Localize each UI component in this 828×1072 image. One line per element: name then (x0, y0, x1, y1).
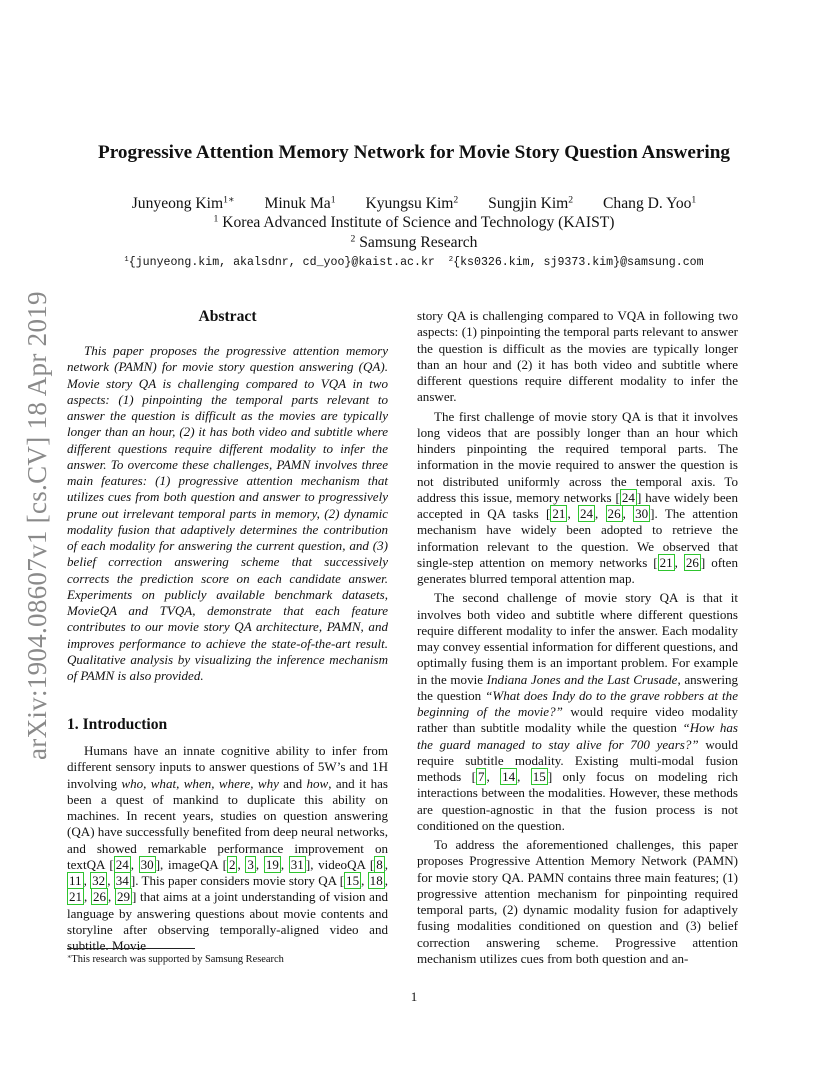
body-paragraph: The second challenge of movie story QA is that it involves both video and subtitle where different questions require different modality to infer the answer. Each modality may convey essential information for different questions, and optimally fusing them is an important problem. For example in the movie Indiana Jones and the Last Crusade, answering the question “What does Indy do to the grave robbers at the beginning of the movie?” would require video modality rather than subtitle modality while the question “How has the guard managed to stay alive for 700 years?” would require subtitle modality. Existing multi-modal fusion methods [ 7 , 14 , 15 ] only focus on modeling rich interactions between the modalities. However, these methods are question-agnostic in that the fusion process is not conditioned on the question. (417, 590, 738, 833)
right-column (417, 308, 738, 970)
intro-paragraph: Humans have an innate cognitive ability to infer from different sensory inputs to answer questions of 5W’s and 1H involving who, what, when, where, why and how, and it has been a quest of mankind to duplicate this ability on machines. In recent years, studies on question answering (QA) have successfully benefited from deep neural networks, and showed remarkable performance improvement on textQA [ 24 , 30 ], imageQA [ 2 , 3 , 19 , 31 ], videoQA [ 8 , 11 , 32 , 34 ]. This paper considers movie story QA [ 15 , 18 , 21 , 26 , 29 ] that aims at a joint understanding of vision and language by answering questions about movie contents and storyline after observing temporally-aligned video and subtitle. Movie (67, 743, 389, 953)
citation-link[interactable]: 2 (228, 856, 236, 872)
citation-link[interactable]: 15 (532, 769, 546, 784)
author-emails: $^1${junyeong.kim, akalsdnr, cd_yoo}@kaist.ac.kr $^2${ks0326.kim, sj9373.kim}@samsung.com (124, 256, 704, 269)
citation-link[interactable]: 24 (115, 856, 129, 872)
citation-link[interactable]: 18 (369, 873, 383, 888)
citation-link[interactable]: 7 (477, 769, 485, 784)
citation-link[interactable]: 11 (69, 873, 82, 888)
footnote: ∗This research was supported by Samsung Research (67, 953, 284, 965)
citation-link[interactable]: 21 (659, 554, 673, 570)
citation-link[interactable]: 24 (621, 489, 635, 505)
footnote-rule (67, 948, 195, 949)
citation-link[interactable]: 30 (635, 506, 649, 521)
citation-link[interactable]: 19 (265, 856, 279, 872)
author: Junyeong Kim$^{1∗}$ (131, 194, 235, 212)
citation-link[interactable]: 15 (346, 873, 360, 888)
page-number: 1 (410, 989, 418, 1004)
author-list (40, 194, 788, 213)
citation-link[interactable]: 3 (247, 856, 254, 872)
citation-link[interactable]: 8 (376, 856, 383, 872)
citation-link[interactable]: 21 (552, 506, 566, 521)
citation-link[interactable]: 31 (290, 856, 304, 872)
citation-link[interactable]: 26 (685, 554, 699, 570)
body-paragraph: The first challenge of movie story QA is that it involves long videos that are possibly longer than an hour which hinders pinpointing the required temporal parts. The information in the movie required to answer the question is not distributed uniformly across the temporal axis. To address this issue, memory networks [ 24 ] have widely been accepted in QA tasks [ 21 , 24 , 26 , 30 ]. The attention mechanism have widely been adopted to retrieve the information relevant to the question. We observed that single-step attention on memory networks [ 21 , 26 ] often generates blurred temporal attention map. (417, 408, 739, 586)
body-paragraph: To address the aforementioned challenges, this paper proposes Progressive Attention Memory Network (PAMN) for movie story QA. PAMN contains three main features; (1) progressive attention mechanism for pinpointing required temporal parts, (2) dynamic modality fusion for adaptively fusing modalities conditioned on question and (3) belief correction answering scheme. Progressive attention mechanism utilizes cues from both question and an- (417, 837, 738, 966)
citation-link[interactable]: 32 (92, 873, 106, 888)
affiliation-kaist: $^1$ Korea Advanced Institute of Science and Technology (KAIST) (213, 213, 615, 231)
affiliation-samsung: $^2$ Samsung Research (350, 233, 478, 251)
abstract-heading: Abstract (198, 308, 257, 325)
citation-link[interactable]: 26 (92, 889, 107, 905)
body-paragraph: story QA is challenging compared to VQA in following two aspects: (1) pinpointing the temporal parts relevant to answer the question is difficult as the movies are typically longer than an hour and (2) it has both video and subtitle where different questions require different modality to infer the answer. (417, 308, 738, 405)
section-heading-introduction: 1. Introduction (67, 716, 168, 733)
author: Sungjin Kim$^2$ (488, 194, 574, 212)
author: Kyungsu Kim$^2$ (365, 194, 459, 212)
paper-title: Progressive Attention Memory Network for Movie Story Question Answering (97, 142, 731, 163)
citation-link[interactable]: 21 (69, 889, 83, 905)
citation-link[interactable]: 30 (140, 856, 154, 872)
citation-link[interactable]: 26 (607, 506, 621, 521)
citation-link[interactable]: 29 (116, 889, 130, 905)
citation-link[interactable]: 24 (579, 506, 594, 521)
citation-link[interactable]: 34 (115, 873, 129, 888)
arxiv-stamp: arXiv:1904.08607v1 [cs.CV] 18 Apr 2019 (22, 291, 52, 760)
author: Minuk Ma$^1$ (264, 194, 336, 212)
citation-link[interactable]: 14 (502, 769, 516, 784)
abstract-text: This paper proposes the progressive attention memory network (PAMN) for movie story question answering (QA). Movie story QA is challenging compared to VQA in two aspects: (1) pinpointing the temporal parts relevant to answer the question is difficult as the movies are typically longer than an hour, (2) it has both video and subtitle where different questions require different modality to infer the answer. To overcome these challenges, PAMN involves three main features: (1) progressive attention mechanism that utilizes cues from both question and answer to progressively prune out irrelevant temporal parts in memory, (2) dynamic modality fusion that adaptively determines the contribution of each modality for answering the current question, and (3) belief correction answering scheme that successively corrects the prediction score on each candidate answer. Experiments on publicly available benchmark datasets, MovieQA and TVQA, demonstrate that each feature contributes to our movie story QA architecture, PAMN, and improves performance to achieve the state-of-the-art result. Qualitative analysis by visualizing the inference mechanism of PAMN is also provided. (67, 343, 388, 683)
author: Chang D. Yoo$^1$ (603, 194, 697, 212)
